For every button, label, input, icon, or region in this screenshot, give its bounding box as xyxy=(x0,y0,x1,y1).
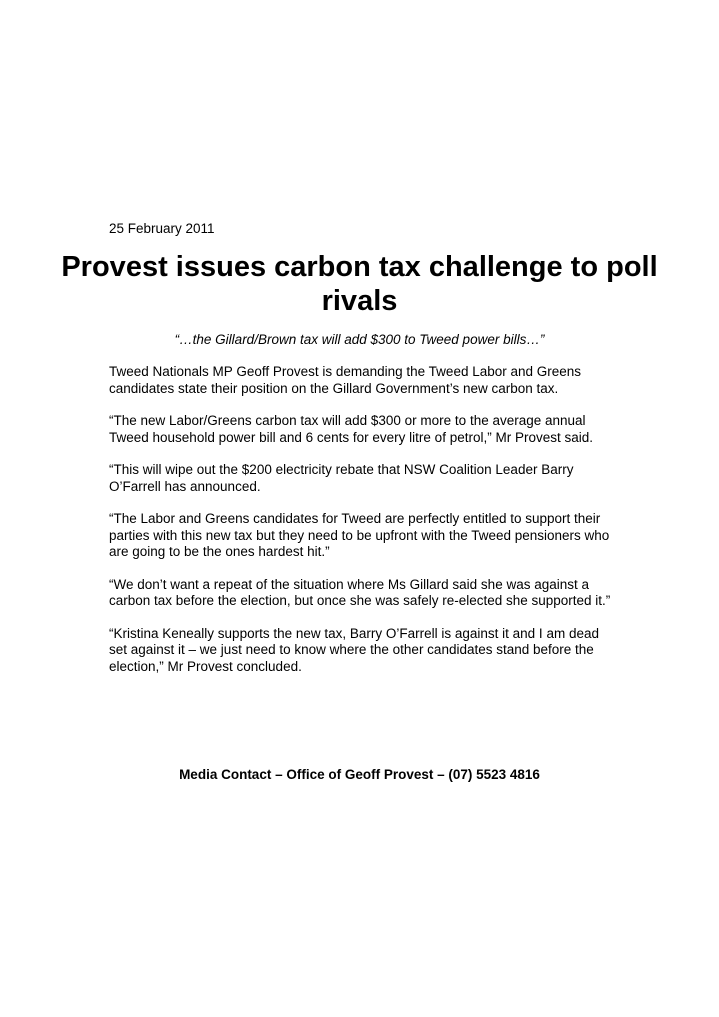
body-paragraph: “The Labor and Greens candidates for Tweed are perfectly entitled to support their parties with this new tax but they need to be upfront with the Tweed pensioners who are going to be the ones hardest hit.” xyxy=(109,511,610,559)
release-body xyxy=(109,364,614,691)
subheading-quote: “…the Gillard/Brown tax will add $300 to Tweed power bills…” xyxy=(174,332,545,347)
body-paragraph: “We don’t want a repeat of the situation where Ms Gillard said she was against a carbon tax before the election, but once she was safely re-elected she supported it.” xyxy=(109,576,611,608)
headline: Provest issues carbon tax challenge to poll rivals xyxy=(61,251,658,317)
body-paragraph: Tweed Nationals MP Geoff Provest is demanding the Tweed Labor and Greens candidates state their position on the Gillard Government’s new carbon tax. xyxy=(109,364,582,396)
release-date: 25 February 2011 xyxy=(109,221,215,236)
body-paragraph: “Kristina Keneally supports the new tax, Barry O’Farrell is against it and I am dead set against it – we just need to know where the other candidates stand before the election,” Mr Provest concluded. xyxy=(109,625,599,674)
body-paragraph: “The new Labor/Greens carbon tax will add $300 or more to the average annual Tweed household power bill and 6 cents for every litre of petrol,” Mr Provest said. xyxy=(109,413,593,445)
media-contact: Media Contact – Office of Geoff Provest – (07) 5523 4816 xyxy=(179,767,540,782)
body-paragraph: “This will wipe out the $200 electricity rebate that NSW Coalition Leader Barry O’Farrell has announced. xyxy=(109,462,574,494)
